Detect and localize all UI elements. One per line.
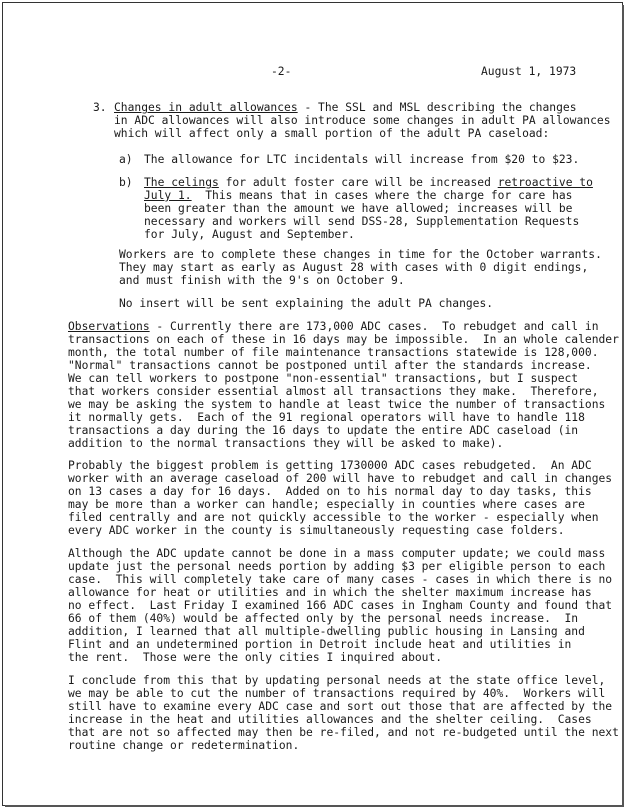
observations-line: transactions a day during the 16 days to update the entire ADC caseload (in	[68, 424, 579, 437]
observations-heading: Observations	[68, 320, 150, 333]
although-line: the rent. Those were the only cities I inquired about.	[68, 651, 443, 664]
although-line: case. This will completely take care of many cases - cases in which there is no	[68, 573, 613, 586]
item-b-lead: The celings	[144, 176, 219, 189]
item-number: 3.	[93, 101, 107, 114]
problem-line: every ADC worker in the county is simultaneously requesting case folders.	[68, 524, 565, 537]
item-b-line: necessary and workers will send DSS-28, Supplementation Requests	[144, 215, 580, 228]
although-line: 66 of them (40%) would be affected only by the personal needs increase. In	[68, 612, 579, 625]
item3-intro-line: - The SSL and MSL describing the changes	[297, 101, 577, 114]
observations-line: month, the total number of file maintenance transactions statewide is 128,000.	[68, 346, 599, 359]
observations-line: addition to the normal transactions they will be asked to make).	[68, 437, 504, 450]
item3-first-line	[114, 101, 577, 114]
page-number: -2-	[271, 65, 292, 78]
item-b-line: for July, August and September.	[144, 228, 355, 241]
problem-line: worker with an average caseload of 200 will have to rebudget and call in changes	[68, 472, 613, 485]
problem-line: Probably the biggest problem is getting 1730000 ADC cases rebudgeted. An ADC	[68, 459, 592, 472]
although-line: no effect. Last Friday I examined 166 ADC cases in Ingham County and found that	[68, 599, 613, 612]
item-b-text: This means that in cases where the charge for care has	[191, 189, 573, 202]
conclusion-line: we may be able to cut the number of transactions required by 40%. Workers will	[68, 687, 606, 700]
item3-intro-line: which will affect only a small portion of the adult PA caseload:	[114, 127, 550, 140]
observations-line: transactions on each of these in 16 days may be impossible. In an whole calender	[68, 333, 619, 346]
although-line: allowance for heat or utilities and in which the shelter maximum increase has	[68, 586, 592, 599]
item-a-text: The allowance for LTC incidentals will increase from $20 to $23.	[144, 153, 580, 166]
conclusion-line: I conclude from this that by updating personal needs at the state office level,	[68, 674, 606, 687]
memo-date: August 1, 1973	[481, 65, 577, 78]
item-b-retroactive: retroactive to	[497, 176, 593, 189]
observations-line: that workers consider essential almost all transactions they make. Therefore,	[68, 385, 599, 398]
page-edge-shadow	[622, 5, 624, 805]
problem-line: may be more than a worker can handle; especially in counties where cases are	[68, 498, 585, 511]
conclusion-line: routine change or redetermination.	[68, 739, 300, 752]
workers-line: They may start as early as August 28 with cases with 0 digit endings,	[119, 261, 589, 274]
item3-intro-line: in ADC allowances will also introduce some changes in adult PA allowances	[114, 114, 611, 127]
item-b-text: for adult foster care will be increased	[218, 176, 498, 189]
observations-line: "Normal" transactions cannot be postponed until after the standards increase.	[68, 359, 592, 372]
conclusion-line: increase in the heat and utilities allowances and the shelter ceiling. Cases	[68, 713, 592, 726]
item-b-label: b)	[119, 176, 133, 189]
item-a-label: a)	[119, 153, 133, 166]
workers-line: Workers are to complete these changes in time for the October warrants.	[119, 248, 602, 261]
observations-line: We can tell workers to postpone "non-essential" transactions, but I suspect	[68, 372, 579, 385]
problem-line: filed centrally and are not quickly accessible to the worker - especially when	[68, 511, 599, 524]
item-b-line: been greater than the amount we have allowed; increases will be	[144, 202, 573, 215]
although-line: addition, I learned that all multiple-dwelling public housing in Lansing and	[68, 625, 585, 638]
conclusion-line: that are not so affected may then be re-filed, and not re-budgeted until the next	[68, 726, 619, 739]
item3-heading: Changes in adult allowances	[114, 101, 298, 114]
observations-first-line	[68, 320, 599, 333]
workers-line: and must finish with the 9's on October 9.	[119, 274, 405, 287]
item-b-date: July 1.	[144, 189, 192, 202]
observations-line: we may be asking the system to handle at least twice the number of transactions	[68, 398, 606, 411]
page-edge-shadow-bottom	[5, 805, 624, 807]
problem-line: on 13 cases a day for 16 days. Added on to his normal day to day tasks, this	[68, 485, 592, 498]
document-page	[2, 2, 623, 806]
although-line: Although the ADC update cannot be done in a mass computer update; we could mass	[68, 547, 606, 560]
although-line: update just the personal needs portion by adding $3 per eligible person to each	[68, 560, 606, 573]
observations-text: - Currently there are 173,000 ADC cases. To rebudget and call in	[149, 320, 599, 333]
item-b-first-line	[144, 176, 593, 189]
conclusion-line: still have to examine every ADC case and sort out those that are affected by the	[68, 700, 613, 713]
although-line: Flint and an undetermined portion in Detroit include heat and utilities in	[68, 638, 572, 651]
item-b-second-line	[144, 189, 572, 202]
observations-line: it normally gets. Each of the 91 regional operators will have to handle 118	[68, 411, 585, 424]
no-insert-line: No insert will be sent explaining the adult PA changes.	[119, 297, 494, 310]
